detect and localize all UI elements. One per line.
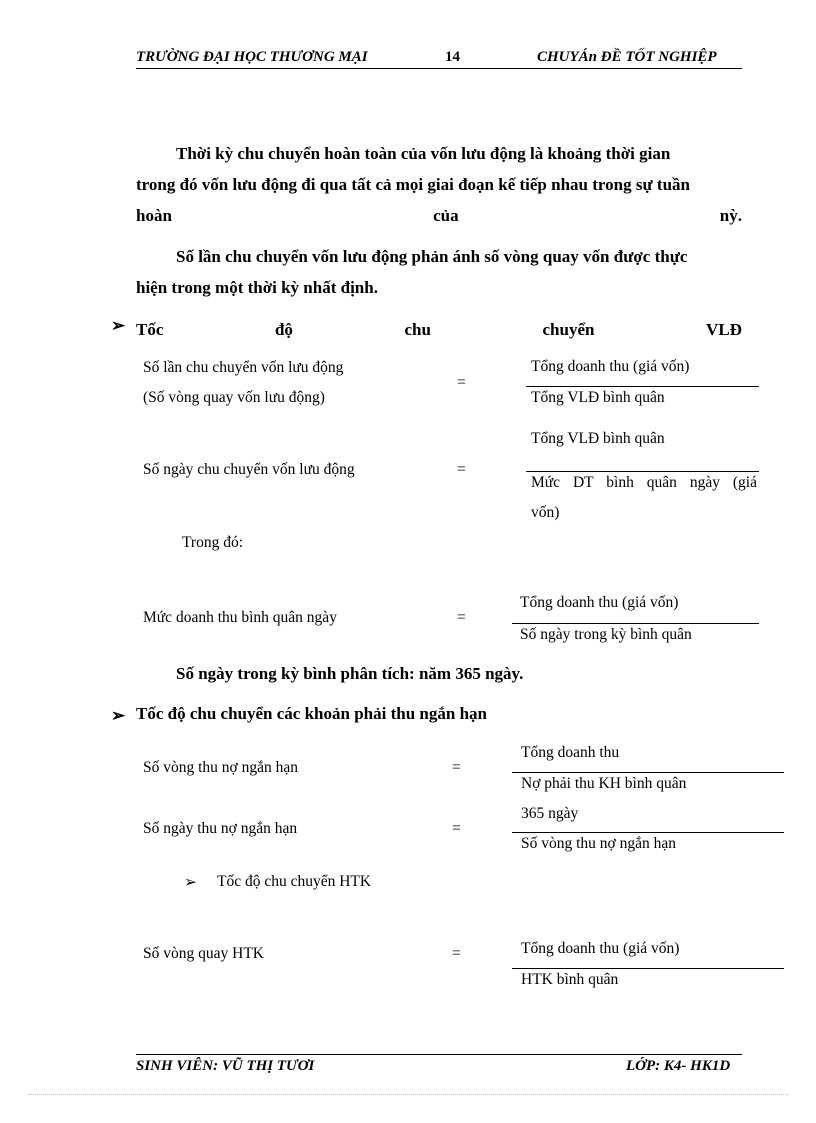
header-rule — [136, 68, 742, 69]
f6-equals: = — [452, 945, 461, 962]
section-1-heading — [136, 314, 742, 345]
f2-denominator-text: Mức DT bình quân ngày (giá — [531, 474, 757, 491]
f4-numerator: Tổng doanh thu — [521, 744, 620, 761]
f6-numerator: Tổng doanh thu (giá vốn) — [521, 940, 680, 957]
paragraph-1-line-2: trong đó vốn lưu động đi qua tất cả mọi giai đoạn kế tiếp nhau trong sự tuần — [136, 175, 690, 194]
f2-fraction-bar — [526, 471, 759, 472]
header-page-number: 14 — [445, 49, 460, 65]
footer-student: SINH VIÊN: VŨ THỊ TƯƠI — [136, 1058, 315, 1074]
footer-class: LỚP: K4- HK1D — [626, 1058, 731, 1074]
trong-do-label: Trong đó: — [182, 534, 244, 551]
paragraph-1-line-1: Thời kỳ chu chuyển hoàn toàn của vốn lưu động là khoảng thời gian — [176, 144, 671, 163]
word: độ — [274, 320, 293, 339]
section-3-bullet-icon: ➢ — [184, 874, 197, 891]
word: VLĐ — [706, 320, 742, 339]
header-title: CHUYÁn ĐỀ TỐT NGHIỆP — [537, 49, 717, 65]
section-2-heading: Tốc độ chu chuyển các khoản phải thu ngắn hạn — [136, 704, 487, 723]
f5-numerator: 365 ngày — [521, 805, 579, 822]
f6-left: Số vòng quay HTK — [143, 945, 264, 962]
paragraph-2-line-1: Số lần chu chuyển vốn lưu động phản ánh số vòng quay vốn được thực — [176, 247, 688, 266]
f6-fraction-bar — [512, 968, 784, 969]
f3-equals: = — [457, 609, 466, 626]
word: hoàn — [136, 206, 172, 225]
paragraph-1-line-3 — [136, 200, 742, 231]
word: của — [433, 206, 459, 225]
f3-fraction-bar — [512, 623, 759, 624]
f1-denominator: Tổng VLĐ bình quân — [531, 389, 665, 406]
f5-fraction-bar — [512, 832, 784, 833]
word: chu — [404, 320, 431, 339]
header-school: TRƯỜNG ĐẠI HỌC THƯƠNG MẠI — [136, 49, 368, 65]
f1-numerator: Tổng doanh thu (giá vốn) — [531, 358, 690, 375]
so-ngay-note: Số ngày trong kỳ bình phân tích: năm 365 ngày. — [176, 664, 524, 683]
section-3-heading: Tốc độ chu chuyển HTK — [217, 873, 372, 890]
f3-left: Mức doanh thu bình quân ngày — [143, 609, 337, 626]
f2-denominator-line-2: vốn) — [531, 504, 560, 521]
word: nỳ. — [719, 206, 742, 225]
f1-equals: = — [457, 374, 466, 391]
f1-fraction-bar — [526, 386, 759, 387]
f6-denominator: HTK bình quân — [521, 971, 619, 988]
f3-numerator: Tổng doanh thu (giá vốn) — [520, 594, 679, 611]
f5-left: Số ngày thu nợ ngắn hạn — [143, 820, 298, 837]
f4-equals: = — [452, 759, 461, 776]
section-1-bullet-icon: ➢ — [111, 316, 126, 335]
f2-denominator-line-1 — [531, 474, 757, 492]
footer-rule — [136, 1054, 742, 1055]
f1-left-line-1: Số lần chu chuyển vốn lưu động — [143, 359, 344, 376]
f4-fraction-bar — [512, 772, 784, 773]
f4-denominator: Nợ phải thu KH bình quân — [521, 775, 687, 792]
f4-left: Số vòng thu nợ ngắn hạn — [143, 759, 299, 776]
page-bottom-edge — [28, 1094, 788, 1095]
word: Tốc — [136, 320, 164, 339]
f2-equals: = — [457, 461, 466, 478]
paragraph-2-line-2: hiện trong một thời kỳ nhất định. — [136, 278, 378, 297]
section-2-bullet-icon: ➢ — [111, 706, 126, 725]
f3-denominator: Số ngày trong kỳ bình quân — [520, 626, 692, 643]
f5-equals: = — [452, 820, 461, 837]
f2-left: Số ngày chu chuyển vốn lưu động — [143, 461, 355, 478]
f1-left-line-2: (Số vòng quay vốn lưu động) — [143, 389, 325, 406]
f5-denominator: Số vòng thu nợ ngắn hạn — [521, 835, 677, 852]
word: chuyển — [542, 320, 595, 339]
f2-numerator: Tổng VLĐ bình quân — [531, 430, 665, 447]
